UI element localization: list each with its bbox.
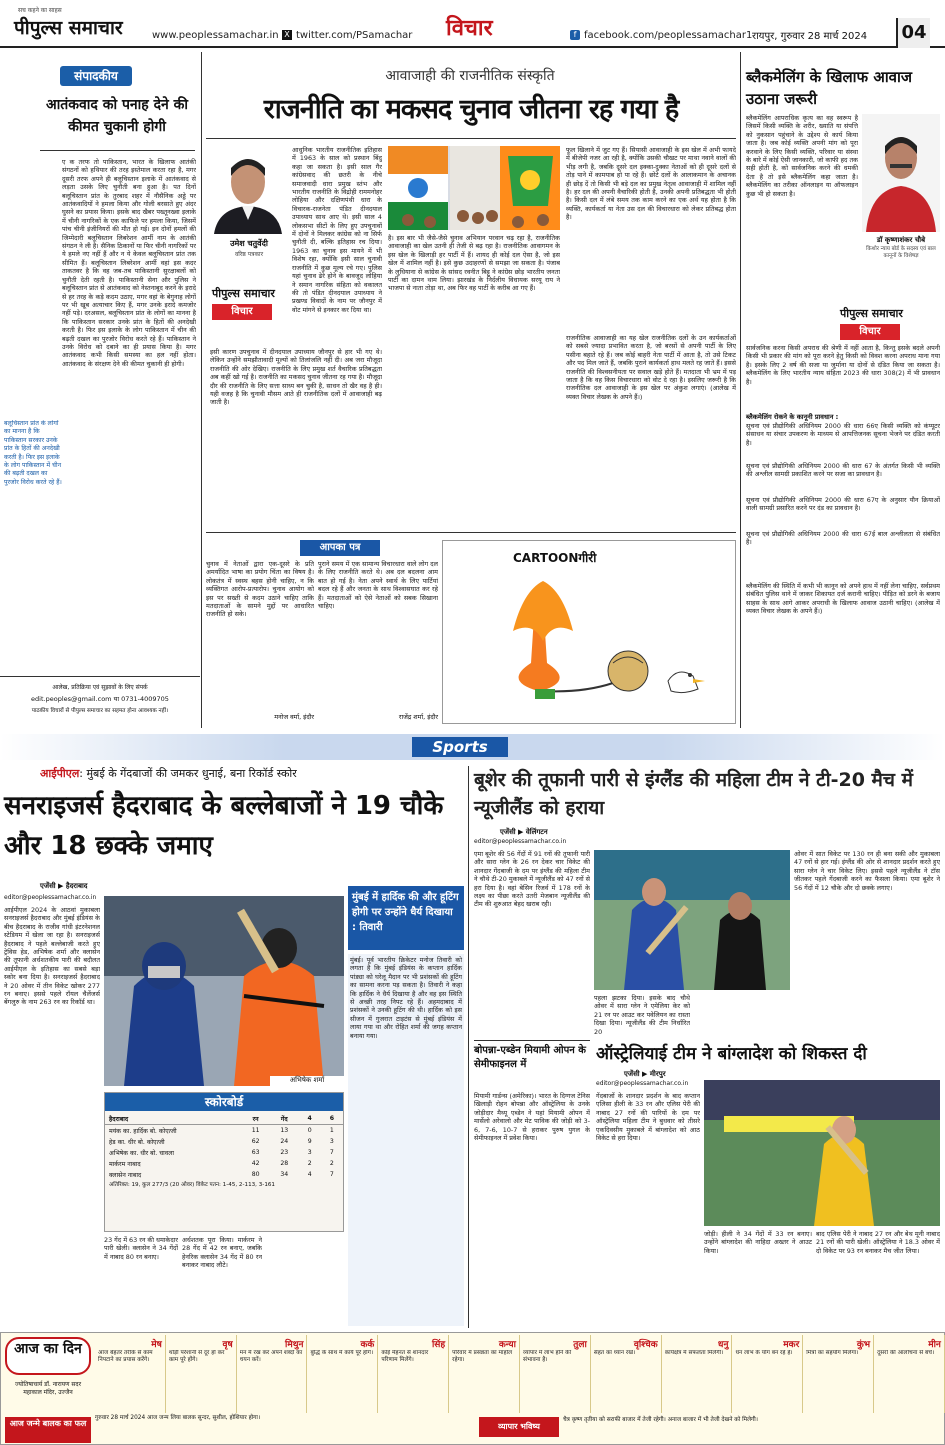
right-body-3: ब्लैकमेलिंग की स्थिति में कभी भी कानून को अपने हाथ में नहीं लेना चाहिए, सर्वप्रथम संबंधित पुलिस थाने में जाकर शिकायत दर्ज करानी चाहिए। पीड़ित को डरने के बजाय साहस के साथ आगे आकर अपराधी के खिलाफ आवाज उठानी चाहिए। (आलेख में व्यक्त विचार लेखक के अपने हैं।) <box>746 582 940 616</box>
zodiac-sign-9 <box>662 1335 733 1413</box>
ipl-body: आईपीएल 2024 के आठवां मुकाबला सनराइजर्स हैदराबाद और मुंबई इंडियंस के बीच हैदराबाद के राजीव गांधी इंटरनेशनल स्टेडियम में खेला जा रहा है। सनराइजर्स हैदराबाद ने पहले बल्लेबाजी करते हुए ट्रेविस हेड, अभिषेक शर्मा और क्लासेन की तूफानी अर्धशतकीय पारी की बदौलत आईपीएल के इतिहास का सबसे बड़ा स्कोर बना दिया है। सनराइजर्स हैदराबाद ने 20 ओवर में तीन विकेट खोकर 277 रन बनाए। इससे पहले रॉयल चैलेंजर्स बेंगलुरु के नाम 263 रन का रिकॉर्ड था। <box>4 906 100 1007</box>
zodiac-sign-name: मिथुन <box>285 1340 304 1350</box>
score-cell: हेड का. धीर बो. कोएत्जी <box>109 1139 165 1146</box>
zodiac-sign-name: कुंभ <box>856 1340 871 1350</box>
score-row <box>105 1125 343 1137</box>
editorial-pull-quote: बलूचिस्तान प्रांत के लोगों का मानना है कि पाकिस्तान सरकार उनके प्रांत के हितों की अनदेखी करती है। फिर इस इलाके के लोग पाकिस्तान में चीन की बढ़ती दखल का पुरजोर विरोध करते रहे हैं। <box>4 420 62 486</box>
eng-body: एमा बूशेर की 56 गेंदों में 91 रनों की तूफानी पारी और सारा ग्लेन के 26 रन देकर चार विकेट की शानदार गेंदबाजी के दम पर इंग्लैंड की महिला टीम ने चौथे टी-20 मुकाबले में न्यूजीलैंड को 47 रनों से हरा दिया है। वहां बेसिन रिजर्व में 178 रनों के लक्ष्य का पीछा करते उतरी मेजबान न्यूजीलैंड की टीम की शुरुआत बेहद खराब रही। <box>474 850 590 909</box>
score-header-cell: हैदराबाद <box>105 1113 241 1125</box>
zodiac-sign-text: मित्रों का सहयोग मिलेगा। <box>806 1350 859 1356</box>
cartoon-title: CARTOONगीरी <box>513 551 597 565</box>
rally-photo <box>388 146 560 230</box>
zodiac-sign-text: थोड़ी परेशानी से दूर हो कर काम पूरे होंगे। <box>168 1350 225 1364</box>
score-cell: 34 <box>280 1171 289 1178</box>
score-cell: 2 <box>307 1160 312 1167</box>
cartoon-panel <box>442 540 736 724</box>
right-brand-logo: पीपुल्स समाचार <box>840 307 903 320</box>
ipl-body-2: 23 गेंद में 63 रन की धमाकेदार पारी खेली। क्लासेन ने 34 गेंदों में नाबाद 80 रन बनाए। <box>104 1236 178 1261</box>
law-item: सूचना एवं प्रौद्योगिकी अधिनियम 2000 की धारा 67ई बाल अश्लीलता से संबंधित है। <box>746 530 940 547</box>
law-item: सूचना एवं प्रौद्योगिकी अधिनियम 2000 की धारा 66ए किसी व्यक्ति को कंप्यूटर संसाधन या संचार उपकरण के माध्यम से आपत्तिजनक सूचना भेजने पर दंडित करती है। <box>746 422 940 447</box>
right-author-photo <box>862 114 940 232</box>
zodiac-sign-12 <box>874 1335 945 1413</box>
score-cell: 0 <box>307 1127 312 1134</box>
divider <box>206 138 736 139</box>
horoscope-title: आज का दिन <box>5 1337 91 1375</box>
zodiac-sign-3 <box>237 1335 308 1413</box>
zodiac-sign-8 <box>591 1335 662 1413</box>
divider <box>474 1040 590 1041</box>
author-photo <box>210 146 286 234</box>
score-cell: अभिषेक का. धीर बो. चावला <box>109 1150 175 1157</box>
ipl-kicker-tag: आईपीएल <box>40 767 80 780</box>
zodiac-sign-name: तुला <box>573 1340 587 1350</box>
site-url[interactable]: www.peoplessamachar.in <box>152 30 279 41</box>
right-author-role: किशोर न्याय बोर्ड के सदस्य एवं बाल कानूनों के विशेषज्ञ <box>866 246 936 259</box>
ipl-photo-credit: अभिषेक शर्मा <box>270 1076 344 1088</box>
score-cell: 13 <box>280 1127 289 1134</box>
score-cell: 28 <box>280 1160 289 1167</box>
score-cell: मार्करम नाबाद <box>109 1161 141 1168</box>
zodiac-sign-5 <box>378 1335 449 1413</box>
letter-1-author: मनोज वर्मा, इंदौर <box>274 713 314 721</box>
main-kicker: आवाजाही की राजनीतिक संस्कृति <box>385 68 555 84</box>
eng-photo <box>594 850 790 990</box>
ipl-kicker <box>40 766 297 781</box>
editorial-body: ए क तरफ तो पाकिस्तान, भारत के खिलाफ आतंकी संगठनों को हथियार की तरह इस्तेमाल करता रहा है, मगर दूसरी तरफ अपने ही बलूचिस्तान इलाके में आतंकवाद से लड़ता उसके लिए चुनौती बना हुआ है। पत दिनों बलूचिस्तान प्रांत के तुरबाद शहर में नौसैनिक अड्डे पर आतंकवादियों ने हमला किया और गोली बरसाते हुए अंदर घुसने का प्रयास किया। इसके बाद खैबर पख्तूनख्वा इलाके में चीनी नागरिकों के एक काफिले पर हमला किया, जिसमें पांच चीनी इंजीनियरों की मौत हो गई। इन दोनों हमलों की जिम्मेदारी बलूचिस्तान लिबरेशन आर्मी नाम के आतंकी संगठन ने ली है। सैनिक ठिकानों या फिर चीनी नागरिकों पर ये हमले नए नहीं हैं और न ये केवल बलूचिस्तान प्रांत तक सीमित हैं। बलूचिस्तान लिबरेशन आर्मी वहां इस कदर ताकतवर है कि वह जब-तब पाकिस्तानी सुरक्षाबलों को चुनौती देती रहती है। पाकिस्तानी सेना और पुलिस ने बलूचिस्तान प्रांत से आतंकवाद को नेस्तनाबूद करने के इरादे से हर तरह के कड़े कदम उठाए, मगर वहां के बेगुनाह लोगों पर भी खूब अत्याचार किए हैं, मगर उनके इरादे कमजोर नहीं पड़े। दरअसल, बलूचिस्तान प्रांत के लोगों का मानना है कि पाकिस्तान सरकार उनके प्रांत के हितों की अनदेखी करती है। फिर इस इलाके के लोग पाकिस्तान में चीन की बढ़ती दखल का पुरजोर विरोध करते रहे हैं। पाकिस्तान ने उनके विरोध को दबाने का ही प्रयास किया है। मगर आतंकवाद कभी किसी समस्या का हल नहीं होता। आतंकवाद के संरक्षण देने की कीमत चुकानी ही होगी। <box>62 158 196 368</box>
birth-label: आज जन्मे बालक का फल <box>5 1417 91 1443</box>
aus-body-2: जोड़ी। हीली ने 34 गेंदों में 33 रन बनाए। उन्होंने बांग्लादेश की नाहिदा अख्तर ने आउट किया। <box>704 1230 812 1255</box>
zodiac-sign-7 <box>520 1335 591 1413</box>
score-cell: 62 <box>251 1138 260 1145</box>
side-story-title: मुंबई में हार्दिक की और हूटिंग होगी पर उन्होंने धैर्य दिखाया : तिवारी <box>348 886 464 950</box>
bopanna-title: बोपन्ना-एब्डेन मियामी ओपन के सेमीफाइनल में <box>474 1045 586 1070</box>
eng-body-2: पहला झटका दिया। इसके बाद चौथे ओवर में सारा ग्लेन ने एमेलिया केर को 21 रन पर आउट कर पवेलियन का रास्ता दिखा दिया। न्यूजीलैंड की टीम निर्धारित 20 <box>594 994 690 1036</box>
x-icon: X <box>282 30 292 40</box>
footer-email[interactable]: edit.peoples@gmail.com या 0731-4009705 <box>31 695 169 703</box>
brand-logo: पीपुल्स समाचार <box>212 287 275 300</box>
astrologer-name: ज्योतिषाचार्य डॉ. नारायण सदर महाकाल मंदिर, उज्जैन <box>14 1381 82 1396</box>
right-author-name: डॉ कृष्णाशंकर चौबे <box>876 236 926 244</box>
aus-email[interactable]: editor@peoplessamachar.co.in <box>596 1080 689 1087</box>
author-role: वरिष्ठ पत्रकार <box>234 251 264 258</box>
score-header-cell: 4 <box>299 1113 321 1125</box>
divider <box>206 532 736 533</box>
zodiac-sign-name: कर्क <box>360 1340 375 1350</box>
zodiac-sign-name: धनु <box>717 1340 729 1350</box>
score-cell: 9 <box>307 1138 312 1145</box>
birth-text: गुरुवार 28 मार्च 2024 आज जन्म लिया बालक सुन्दर, सुशील, होशियार होगा। <box>95 1415 261 1421</box>
score-cell: 7 <box>329 1171 334 1178</box>
eng-body-3: ओवर में सात विकेट पर 130 रन ही बना सकी और मुकाबला 47 रनों से हार गई। इंग्लैंड की ओर से शानदार प्रदर्शन करते हुए सारा ग्लेन ने चार विकेट लिए। इससे पहले न्यूजीलैंड ने टॉस जीतकर पहले गेंदबाजी करने का फैसला किया। एमा बूशेर ने 56 गेंदों में 12 चौके और दो छक्के लगाए। <box>794 850 940 892</box>
footer-contact-label: आलेख, प्रतिक्रिया एवं सुझावों के लिए संपर्क <box>52 684 148 691</box>
zodiac-sign-text: बुद्धि के साथ में कार्य पूरे होंगे। <box>310 1350 374 1356</box>
score-cell: 3 <box>329 1138 334 1145</box>
zodiac-sign-text: कोई मेहनत से शानदार परिणाम मिलेंगे। <box>381 1350 429 1364</box>
score-header-cell: गेंद <box>270 1113 299 1125</box>
zodiac-sign-6 <box>449 1335 520 1413</box>
score-cell: 1 <box>329 1127 334 1134</box>
facebook-url[interactable]: facebook.com/peoplessamachar1 <box>584 30 753 41</box>
zodiac-sign-name: मकर <box>783 1340 800 1350</box>
bopanna-body: मियामी गार्डन्स (अमेरिका)। भारत के दिग्गज टेनिस खिलाड़ी रोहन बोपन्ना और ऑस्ट्रेलिया के उनके जोड़ीदार मैथ्यू एब्डेन ने यहां मियामी ओपन में मार्सेलो अरेवालो और मेट पाविक की जोड़ी को 3-6, 7-6, 10-7 से हराकर पुरुष युगल के सेमीफाइनल में प्रवेश किया। <box>474 1092 590 1143</box>
facebook-icon: f <box>570 30 580 40</box>
cartoon-drawing <box>443 571 737 721</box>
score-cell: मयंक का. हार्दिक बो. कोएत्जी <box>109 1128 177 1135</box>
main-col1: आधुनिक भारतीय राजनीतिक इतिहास में 1963 के साल को प्रस्थान बिंदु कहा जा सकता है। इसी साल गैर कांग्रेसवाद की छतरी के नीचे समाजवादी धारा प्रमुख स्तंभ और भारतीय राजनीति के विद्रोही राममनोहर लोहिया और दक्षिणपंथी धारा के विचारक-राजनेता पंडित दीनदयाल उपाध्याय साथ आए थे। इसी साल 4 लोकसभा सीटों के लिए हुए उपचुनावों में दोनों ने मिलकर कांग्रेस को ना सिर्फ चुनौती दी, बल्कि इतिहास रच दिया। 1963 का चुनाव इस मायने में भी विशेष रहा, क्योंकि इसी साल चुनावी राजनीति में कुछ मूल्य रचे गए। पुलिस यहां चुनाव ढेरे होने के बावजूद लोहिया ने समान नागरिक संहिता को वकालत की तो पंडित दीनदयाल उपाध्याय ने प्रखण्ड विवादों के नाम पर जौनपुर में वोट मांगने से इनकार कर दिया था। <box>292 146 382 314</box>
scoreboard <box>104 1092 344 1232</box>
zodiac-sign-text: व्यापार में लाभ होने की संभावना है। <box>522 1350 572 1364</box>
right-body: ब्लैकमेलिंग आपराधिक कृत्य का वह स्वरूप है जिसमें किसी व्यक्ति के शरीर, ख्याति या संपत्ति को नुकसान पहुंचाने के उद्देश्य से कार्य किया जाता है। जब कोई व्यक्ति अपनी मांग को पूरा करवाने के लिए किसी व्यक्ति, परिवार या संस्था के बारे में कोई ऐसी जानकारी, जो काफी हद तक सही होती है, को सार्वजनिक करने की धमकी देता है तो इसे ब्लैकमेलिंग कहा जाता है। ब्लैकमेलिंग का तरीका ऑनलाइन या ऑफलाइन कुछ भी हो सकता है। <box>746 114 858 198</box>
score-cell: 80 <box>251 1171 260 1178</box>
twitter-url[interactable]: twitter.com/PSamachar <box>296 30 413 41</box>
score-cell: 63 <box>251 1149 260 1156</box>
main-title: राजनीति का मकसद चुनाव जीतना रह गया है <box>263 94 679 125</box>
zodiac-sign-text: मन में रख कर अपने शब्दों का चयन करें। <box>239 1350 303 1364</box>
ipl-dateline: एजेंसी ▶ हैदराबाद <box>40 882 88 890</box>
column-rule <box>740 52 741 728</box>
zodiac-sign-2 <box>166 1335 237 1413</box>
vyapar-text: चैत्र कृष्ण तृतीया को सराफी बाजार में तेजी रहेगी। अनाज बाजार में भी तेजी देखने को मिलेगी। <box>563 1417 758 1423</box>
ipl-kicker-text: : मुंबई के गेंदबाजों की जमकर धुनाई, बना रिकॉर्ड स्कोर <box>79 767 297 780</box>
law-list <box>746 422 940 548</box>
column-rule <box>201 52 202 728</box>
ipl-title: सनराइजर्स हैदराबाद के बल्लेबाजों ने 19 चौके और 18 छक्के जमाए <box>4 791 444 861</box>
score-cell: 2 <box>329 1160 334 1167</box>
zodiac-row <box>95 1335 945 1413</box>
eng-dateline: एजेंसी ▶ वेलिंगटन <box>500 828 548 836</box>
zodiac-sign-name: कन्या <box>498 1340 516 1350</box>
zodiac-sign-10 <box>732 1335 803 1413</box>
dateline: रायपुर, गुरुवार 28 मार्च 2024 <box>752 31 868 42</box>
zodiac-sign-text: परिवार में प्रसन्नता का माहौल रहेगा। <box>452 1350 512 1364</box>
ipl-body-3: अर्धशतक पूरा किया। मार्करम ने 28 गेंद में 42 रन बनाए, जबकि हेनरिक क्लासेन 34 गेंद में 80 रन बनाकर नाबाद लौटे। <box>182 1236 262 1270</box>
letters-title: आपका पत्र <box>300 540 380 556</box>
zodiac-sign-name: वृश्चिक <box>633 1340 658 1350</box>
law-intro: ब्लैकमेलिंग रोकने के कानूनी प्रावधान : <box>746 413 839 421</box>
aus-body: गेंदबाजों के शानदार प्रदर्शन के बाद कप्तान एलिसा हीली के 33 रन और एलिस पेरी की नाबाद 27 रनों की पारियों के दम पर ऑस्ट्रेलिया महिला टीम ने बुधवार को तीसरे एकदिवसीय मुकाबले में बांग्लादेश को आठ विकेट से हरा दिया। <box>596 1092 700 1143</box>
main-col3: है। इस बार भी जैसे-जैसे चुनाव अभियान परवान चढ़ रहा है, राजनीतिक आवाजाही का खेल उतनी ही तेजी से बढ़ रहा है। राजनीतिक आवागमन के इस खेल के खिलाड़ी हर पार्टी में हैं। शायद ही कोई दल ऐसा है, जो इस खेल में शामिल नहीं है। इसे कुछ उदाहरणों से समझा जा सकता है। पंजाब के लुधियाना से कांग्रेस के सांसद रवनीत बिट्टू ने कांग्रेस छोड़ भारतीय जनता पार्टी का दामन थाम लिया। झारखंड के निर्दलीय विधायक सरयू राय ने भाजपा से नाता तोड़ा था, अब फिर वह पार्टी के करीब आ गए हैं। <box>388 234 560 293</box>
score-header-row <box>105 1113 343 1125</box>
score-row <box>105 1158 343 1169</box>
score-cell: 23 <box>280 1149 289 1156</box>
divider <box>40 150 195 151</box>
section-title: विचार <box>446 16 493 41</box>
zodiac-sign-text: सेहत का ध्यान रखें। <box>593 1350 636 1356</box>
letter-1: चुनाव में नेताओं द्वारा एक-दूसरे के प्रति अमर्यादित भाषा का प्रयोग चिंता का विषय है। लोकतंत्र में स्वस्थ बहस होनी चाहिए, न कि व्यक्तिगत आरोप-प्रत्यारोप। चुनाव आयोग को इस पर सख्ती से कदम उठाने चाहिए ताकि मतदाताओं के सामने मुद्दों पर आधारित राजनीति हो सके। <box>206 560 314 619</box>
score-cell: 24 <box>280 1138 289 1145</box>
score-row <box>105 1169 343 1180</box>
aus-title: ऑस्ट्रेलियाई टीम ने बांग्लादेश को शिकस्त दी <box>596 1044 867 1064</box>
aus-photo <box>704 1080 940 1226</box>
right-title: ब्लैकमेलिंग के खिलाफ आवाज उठाना जरूरी <box>746 68 913 108</box>
zodiac-sign-1 <box>95 1335 166 1413</box>
law-item: सूचना एवं प्रौद्योगिकी अधिनियम 2000 की धारा 67ए के अनुसार यौन क्रियाओं वाली सामग्री प्रसारित करने पर दंड का प्रावधान है। <box>746 496 940 513</box>
main-col2: इसी कारण उपचुनाव में दीनदयाल उपाध्याय जौनपुर से हार भी गए थे। लेकिन उन्होंने समझौतावादी मूल्यों को तिलांजलि नहीं दी। अब जरा मौजूदा राजनीति की ओर देखिए। राजनीति के लिए प्रमुख शर्त वैचारिक प्रतिबद्धता अब कहीं खो गई है। राजनीति का मकसद चुनाव जीतना रह गया है। मौजूदा दौर की राजनीति के लिए सत्ता साध्य बन चुकी है, साधन तो खैर वह है ही। यही वजह है कि चुनावी मौसम आते ही राजनीतिक दलों में आवाजाही बढ़ जाती है। <box>210 348 382 407</box>
aus-body-3: बाद एलिस पेरी ने नाबाद 27 रन और बेथ मूनी नाबाद 21 रनों की पारी खेली। ऑस्ट्रेलिया ने 18.3 ओवर में दो विकेट पर 93 रन बनाकर मैच जीत लिया। <box>816 1230 940 1255</box>
vyapar-label: व्यापार भविष्य <box>479 1417 559 1437</box>
zodiac-sign-name: मीन <box>928 1340 941 1350</box>
main-col4: फूल खिलाने में जुट गए हैं। सियासी आवाजाही के इस खेल में अभी फायदे में बीजेपी नजर आ रही है, क्योंकि उसकी चौखट पर माथा नवाने वालों की भीड़ लगी है, जबकि दूसरे दल इक्का-दुक्का नेताओं को ही दूसरे दलों से तोड़ पाने में कामयाब हो पा रहे हैं। छोटे दलों के आलाकमान के अचानक ही छोड़ दें तो किसी भी बड़े दल का प्रमुख नेतृत्व आवाजाही में शामिल नहीं है। हर दल की अपनी वैचारिकी होती है, उनकी अपनी प्रतिबद्धता भी होती है। किसी दल में लंबे समय तक काम करने का एक अर्थ यह होता है कि व्यक्ति, कार्यकर्ता या नेता उस दल की विचारधारा को लेकर प्रतिबद्ध होता है। <box>566 146 736 222</box>
score-cell: 42 <box>251 1160 260 1167</box>
zodiac-sign-name: सिंह <box>431 1340 446 1350</box>
zodiac-sign-text: दूसरों की आलोचना से बचें। <box>877 1350 935 1356</box>
eng-email[interactable]: editor@peoplessamachar.co.in <box>474 838 567 845</box>
score-header-cell: 6 <box>321 1113 343 1125</box>
main-col5: राजनीतिक आवाजाही का यह खेल राजनीतिक दलों के उन कार्यकर्ताओं को सबसे ज्यादा प्रभावित करता है, जो बरसों से अपनी पार्टी के लिए पसीना बहाते रहे हैं। जब कोई बाहरी नेता पार्टी में आता है, तो उसे टिकट और पद मिल जाते हैं, जबकि पुराने कार्यकर्ता हाथ मलते रह जाते हैं। इससे राजनीति की विश्वसनीयता पर सवाल खड़े होते हैं। मतदाता भी भ्रम में पड़ जाता है कि वह किस विचारधारा को वोट दे रहा है। इसलिए जरूरी है कि राजनीतिक दल आवाजाही के इस खेल पर अंकुश लगाएं। (आलेख में व्यक्त विचार लेखक के अपने हैं।) <box>566 334 736 401</box>
zodiac-sign-4 <box>307 1335 378 1413</box>
score-row <box>105 1147 343 1158</box>
letter-2-author: राजेंद्र शर्मा, इंदौर <box>398 713 438 721</box>
ipl-email[interactable]: editor@peoplessamachar.co.in <box>4 894 97 901</box>
aus-dateline: एजेंसी ▶ मीरपुर <box>624 1070 666 1078</box>
editorial-footer <box>0 676 200 724</box>
horoscope-panel <box>0 1332 945 1445</box>
eng-title: बूशेर की तूफानी पारी से इंग्लैंड की महिला टीम ने टी-20 मैच में न्यूजीलैंड को हराया <box>474 769 913 819</box>
zodiac-sign-text: धन लाभ के योग बन रहे हैं। <box>735 1350 793 1356</box>
right-brand-section: विचार <box>840 324 900 340</box>
zodiac-sign-11 <box>803 1335 874 1413</box>
score-cell: क्लासेन नाबाद <box>109 1172 142 1179</box>
score-header-cell: रन <box>241 1113 270 1125</box>
author-name: उमेश चतुर्वेदी <box>230 239 268 248</box>
logo: पीपुल्स समाचार <box>14 17 123 39</box>
ipl-photo <box>104 896 344 1086</box>
score-table <box>105 1113 343 1180</box>
side-story-body: मुंबई। पूर्व भारतीय क्रिकेटर मनोज तिवारी को लगता है कि मुंबई इंडियंस के कप्तान हार्दिक पांड्या को घरेलू मैदान पर भी प्रशंसकों की हूटिंग का सामना करना पड़ सकता है। तिवारी ने कहा कि हार्दिक ने धैर्य दिखाया है और वह इस स्थिति से अच्छी तरह निपट रहे हैं। अहमदाबाद में प्रशंसकों ने उनकी हूटिंग की थी। हार्दिक को इस सीजन में गुजरात टाइटंस से मुंबई इंडियंस में लाया गया था और रोहित शर्मा की जगह कप्तान बनाया गया। <box>348 954 464 1326</box>
letter-2: पुराने समय में एक सामान्य विचारधारा वाले लोग दल के लिए राजनीति करते थे। अब दल बदलना आम बात हो गई है। नेता अपने स्वार्थ के लिए पार्टियां बदल रहे हैं और जनता के साथ विश्वासघात कर रहे हैं। मतदाताओं को ऐसे नेताओं को सबक सिखाना चाहिए। <box>318 560 438 611</box>
zodiac-sign-text: कार्यक्षेत्र में सफलता मिलेगी। <box>664 1350 724 1356</box>
zodiac-sign-name: मेष <box>151 1340 162 1350</box>
page-number: 04 <box>896 18 930 48</box>
masthead <box>0 0 945 48</box>
zodiac-sign-name: वृष <box>222 1340 233 1350</box>
zodiac-sign-text: आज बेहतर तरीके से काम निपटाने का प्रयास करेंगे। <box>98 1350 153 1364</box>
score-cell: 7 <box>329 1149 334 1156</box>
footer-disclaimer: पाठकीय विचारों से पीपुल्स समाचार का सहमत होना आवश्यक नहीं। <box>31 708 169 714</box>
score-cell: 4 <box>307 1171 312 1178</box>
editorial-label: संपादकीय <box>60 66 132 86</box>
column-rule <box>468 766 469 1328</box>
score-row <box>105 1136 343 1147</box>
brand-section: विचार <box>212 304 272 320</box>
logo-tagline: सच कहने का साहस <box>18 7 62 14</box>
scoreboard-title: स्कोरबोर्ड <box>105 1093 343 1111</box>
sports-label: Sports <box>412 737 508 757</box>
editorial-title: आतंकवाद को पनाह देने की कीमत चुकानी होगी <box>45 97 189 135</box>
sports-banner <box>0 734 945 760</box>
right-body-2: सार्वजनिक करना किसी अपराध की श्रेणी में नहीं आता है, किन्तु इसके बदले अपनी किसी भी प्रकार की मांग को पूरा करने हेतु किसी को विवश करना अपराध माना गया है। इसके लिए 2 वर्ष की सजा या जुर्माना या दोनों से दंडित किया जा सकता है। ब्लैकमेलिंग के लिए भारतीय न्याय संहिता 2023 की धारा 308(2) में भी प्रावधान है। <box>746 344 940 386</box>
score-note: अतिरिक्त: 19, कुल 277/3 (20 ओवर) विकेट पतन: 1-45, 2-113, 3-161 <box>109 1182 275 1188</box>
score-cell: 11 <box>251 1127 260 1134</box>
law-item: सूचना एवं प्रौद्योगिकी अधिनियम 2000 की धारा 67 के अंतर्गत किसी भी व्यक्ति की अश्लील सामग्री प्रकाशित करने पर सजा का प्रावधान है। <box>746 462 940 479</box>
score-cell: 3 <box>307 1149 312 1156</box>
